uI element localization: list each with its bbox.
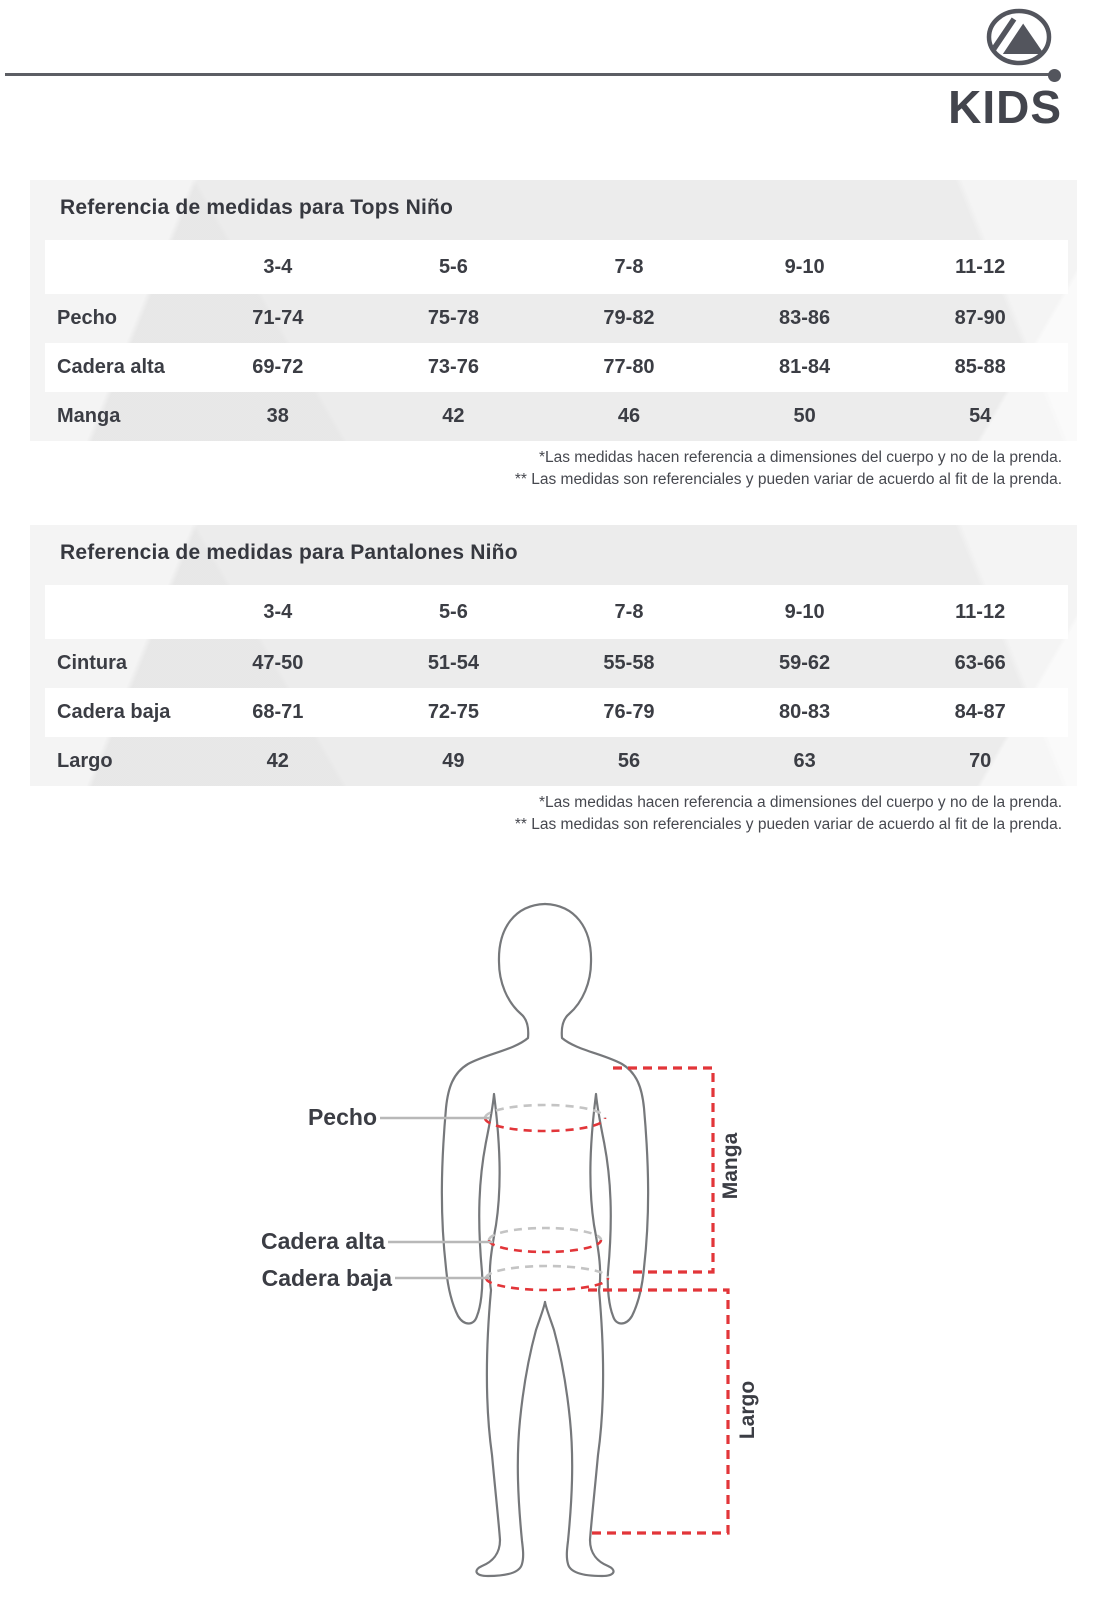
table-row [45,294,1068,343]
measure-cell: 49 [442,750,465,772]
pants-table-title: Referencia de medidas para Pantalones Niño [60,541,518,564]
pants-size-panel [30,525,1077,786]
manga-label: Manga [719,1132,742,1200]
measure-cell: 63-66 [954,652,1006,674]
tops-size-header-row [45,240,1068,294]
size-col-header: 11-12 [955,255,1006,278]
size-col-header: 5-6 [438,255,468,278]
pants-size-header-row [45,585,1068,639]
measure-cell: 63 [793,750,816,772]
size-col-header: 7-8 [614,255,644,278]
size-col-header: 5-6 [438,600,468,623]
pecho-label: Pecho [307,1104,377,1130]
measure-cell: 55-58 [603,652,655,674]
measure-cell: 85-88 [954,356,1006,378]
size-col-header: 3-4 [263,255,293,278]
pants-footnotes [515,792,1062,836]
cadera-alta-label: Cadera alta [260,1228,385,1254]
measure-cell: 73-76 [427,356,479,378]
size-col-header: 9-10 [784,255,825,278]
mountain-logo-icon [983,8,1055,68]
measure-cell: 47-50 [252,652,304,674]
size-col-header: 9-10 [784,600,825,623]
measure-cell: 83-86 [779,307,831,329]
table-row [45,343,1068,392]
measure-cell: 68-71 [252,701,304,723]
tops-footnotes [515,447,1062,491]
tops-table-title: Referencia de medidas para Tops Niño [60,196,454,219]
body-figure-drawing [0,880,1104,1600]
measure-cell: 42 [442,405,465,427]
measure-cell: 75-78 [427,307,479,329]
largo-label: Largo [736,1380,759,1440]
table-row [45,392,1068,441]
measure-cell: 51-54 [427,652,479,674]
row-label: Cintura [57,652,127,674]
measure-cell: 71-74 [252,307,304,329]
footnote-line: *Las medidas hacen referencia a dimensiones del cuerpo y no de la prenda. [538,449,1062,466]
row-label: Pecho [57,307,118,329]
size-col-header: 11-12 [955,600,1006,623]
row-label: Cadera alta [57,356,165,378]
measure-cell: 77-80 [603,356,655,378]
body-measurement-diagram [0,880,1104,1600]
measure-cell: 79-82 [603,307,655,329]
measure-cell: 70 [969,750,992,772]
measure-cell: 59-62 [779,652,831,674]
measure-cell: 38 [266,405,289,427]
tops-size-panel [30,180,1077,441]
measure-cell: 81-84 [779,356,831,378]
measure-cell: 72-75 [427,701,479,723]
cadera-baja-label: Cadera baja [261,1265,392,1291]
row-label: Cadera baja [57,701,171,723]
table-row [45,639,1068,688]
brand-kids-label: KIDS [948,81,1062,133]
header-rule [5,73,1049,76]
measure-cell: 80-83 [779,701,831,723]
measure-cell: 54 [969,405,992,427]
tops-size-table [45,240,1068,441]
measure-cell: 46 [617,405,641,427]
table-row [45,737,1068,786]
measure-cell: 84-87 [954,701,1006,723]
measure-cell: 56 [617,750,641,772]
pants-size-table [45,585,1068,786]
measure-cell: 50 [793,405,816,427]
measure-cell: 76-79 [603,701,655,723]
footnote-line: *Las medidas hacen referencia a dimensiones del cuerpo y no de la prenda. [538,794,1062,811]
table-row [45,688,1068,737]
row-label: Largo [57,750,113,772]
row-label: Manga [57,405,121,427]
size-col-header: 7-8 [614,600,644,623]
measure-cell: 87-90 [954,307,1006,329]
footnote-line: ** Las medidas son referenciales y pueden variar de acuerdo al fit de la prenda. [514,471,1062,488]
footnote-line: ** Las medidas son referenciales y pueden variar de acuerdo al fit de la prenda. [514,816,1062,833]
size-col-header: 3-4 [263,600,293,623]
measure-cell: 69-72 [252,356,304,378]
measure-cell: 42 [266,750,289,772]
